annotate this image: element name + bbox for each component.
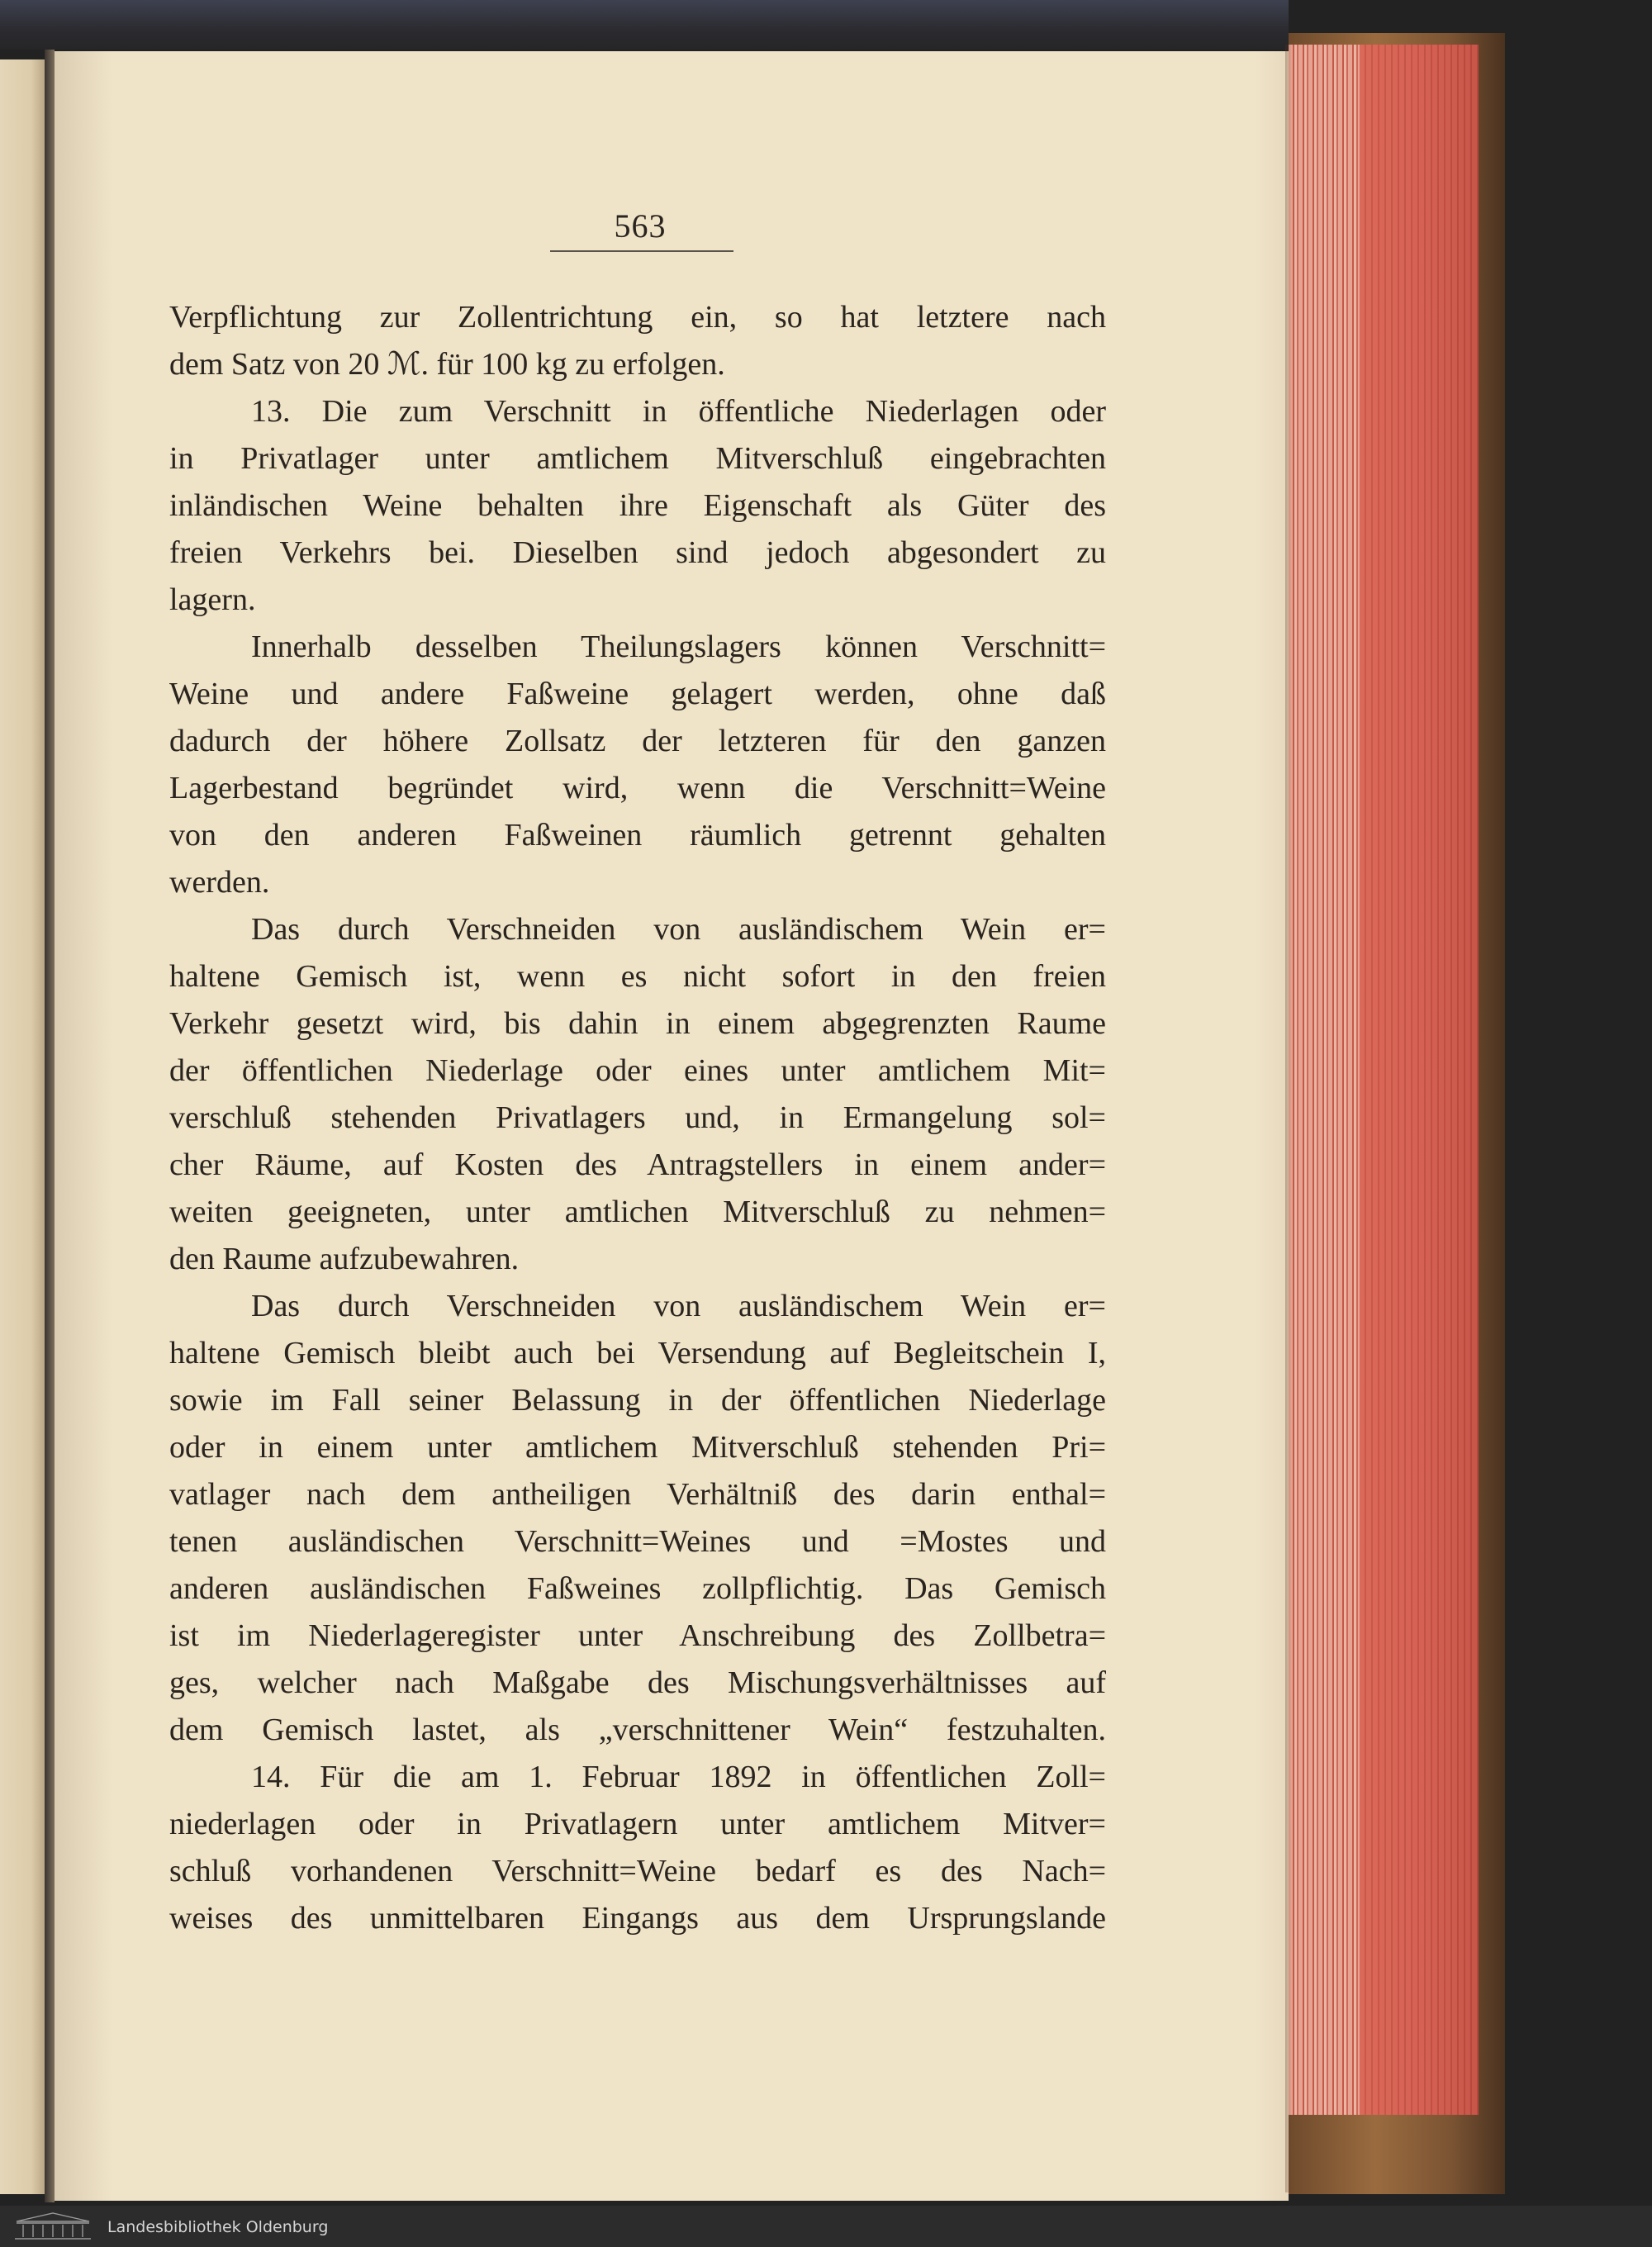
text-line: 14. Für die am 1. Februar 1892 in öffentlichen Zoll=: [251, 1760, 1106, 1794]
text-line: dem Satz von 20 ℳ. für 100 kg zu erfolgen.: [169, 347, 725, 382]
text-line: von den anderen Faßweinen räumlich getrennt gehalten: [169, 818, 1106, 853]
text-line: tenen ausländischen Verschnitt=Weines und =Mostes und: [169, 1524, 1106, 1559]
footer-institution-name: Landesbibliothek Oldenburg: [107, 2218, 329, 2236]
text-line: den Raume aufzubewahren.: [169, 1242, 520, 1276]
text-line: Innerhalb desselben Theilungslagers können Verschnitt=: [251, 629, 1106, 664]
text-line: haltene Gemisch ist, wenn es nicht sofort in den freien: [169, 959, 1106, 994]
text-line: werden.: [169, 865, 270, 900]
book-gutter: [45, 50, 55, 2202]
page-edges-light: [1289, 45, 1360, 2115]
text-line: sowie im Fall seiner Belassung in der öffentlichen Niederlage: [169, 1383, 1106, 1418]
text-line: der öffentlichen Niederlage oder eines unter amtlichem Mit=: [169, 1053, 1106, 1088]
text-line: in Privatlager unter amtlichem Mitverschluß eingebrachten: [169, 441, 1106, 476]
text-line: Das durch Verschneiden von ausländischem Wein er=: [251, 1289, 1106, 1323]
text-line: cher Räume, auf Kosten des Antragstellers in einem ander=: [169, 1147, 1106, 1182]
text-line: Weine und andere Faßweine gelagert werden, ohne daß: [169, 677, 1106, 711]
text-line: inländischen Weine behalten ihre Eigenschaft als Güter des: [169, 488, 1106, 523]
text-line: 13. Die zum Verschnitt in öffentliche Niederlagen oder: [251, 394, 1106, 429]
body-text: [169, 294, 1106, 1942]
text-line: Verkehr gesetzt wird, bis dahin in einem abgegrenzten Raume: [169, 1006, 1106, 1041]
text-line: schluß vorhandenen Verschnitt=Weine bedarf es des Nach=: [169, 1854, 1106, 1888]
page-number: 563: [614, 207, 667, 245]
text-line: dem Gemisch lastet, als „verschnittener Wein“ festzuhalten.: [169, 1713, 1106, 1747]
text-line: Das durch Verschneiden von ausländischem Wein er=: [251, 912, 1106, 947]
text-line: vatlager nach dem antheiligen Verhältniß des darin enthal=: [169, 1477, 1106, 1512]
text-line: oder in einem unter amtlichem Mitverschluß stehenden Pri=: [169, 1430, 1106, 1465]
text-line: dadurch der höhere Zollsatz der letzteren für den ganzen: [169, 724, 1106, 758]
page-number-rule: [550, 250, 733, 252]
text-line: Lagerbestand begründet wird, wenn die Verschnitt=Weine: [169, 771, 1106, 805]
text-line: haltene Gemisch bleibt auch bei Versendung auf Begleitschein I,: [169, 1336, 1106, 1371]
left-page-edge: [0, 59, 45, 2194]
text-line: verschluß stehenden Privatlagers und, in Ermangelung sol=: [169, 1100, 1106, 1135]
page-edges-red: [1360, 45, 1479, 2115]
text-line: freien Verkehrs bei. Dieselben sind jedoch abgesondert zu: [169, 535, 1106, 570]
text-line: niederlagen oder in Privatlagern unter amtlichem Mitver=: [169, 1807, 1106, 1841]
text-line: lagern.: [169, 582, 256, 617]
text-line: weiten geeigneten, unter amtlichen Mitverschluß zu nehmen=: [169, 1195, 1106, 1229]
text-line: ges, welcher nach Maßgabe des Mischungsverhältnisses auf: [169, 1665, 1106, 1700]
library-logo-icon: [12, 2211, 94, 2242]
text-line: anderen ausländischen Faßweines zollpflichtig. Das Gemisch: [169, 1571, 1106, 1606]
text-line: Verpflichtung zur Zollentrichtung ein, so hat letztere nach: [169, 300, 1106, 335]
page-edge-shadow: [1285, 45, 1292, 2192]
book-cover-top: [0, 0, 1289, 50]
text-line: ist im Niederlageregister unter Anschreibung des Zollbetra=: [169, 1618, 1106, 1653]
text-line: weises des unmittelbaren Eingangs aus dem Ursprungslande: [169, 1901, 1106, 1936]
